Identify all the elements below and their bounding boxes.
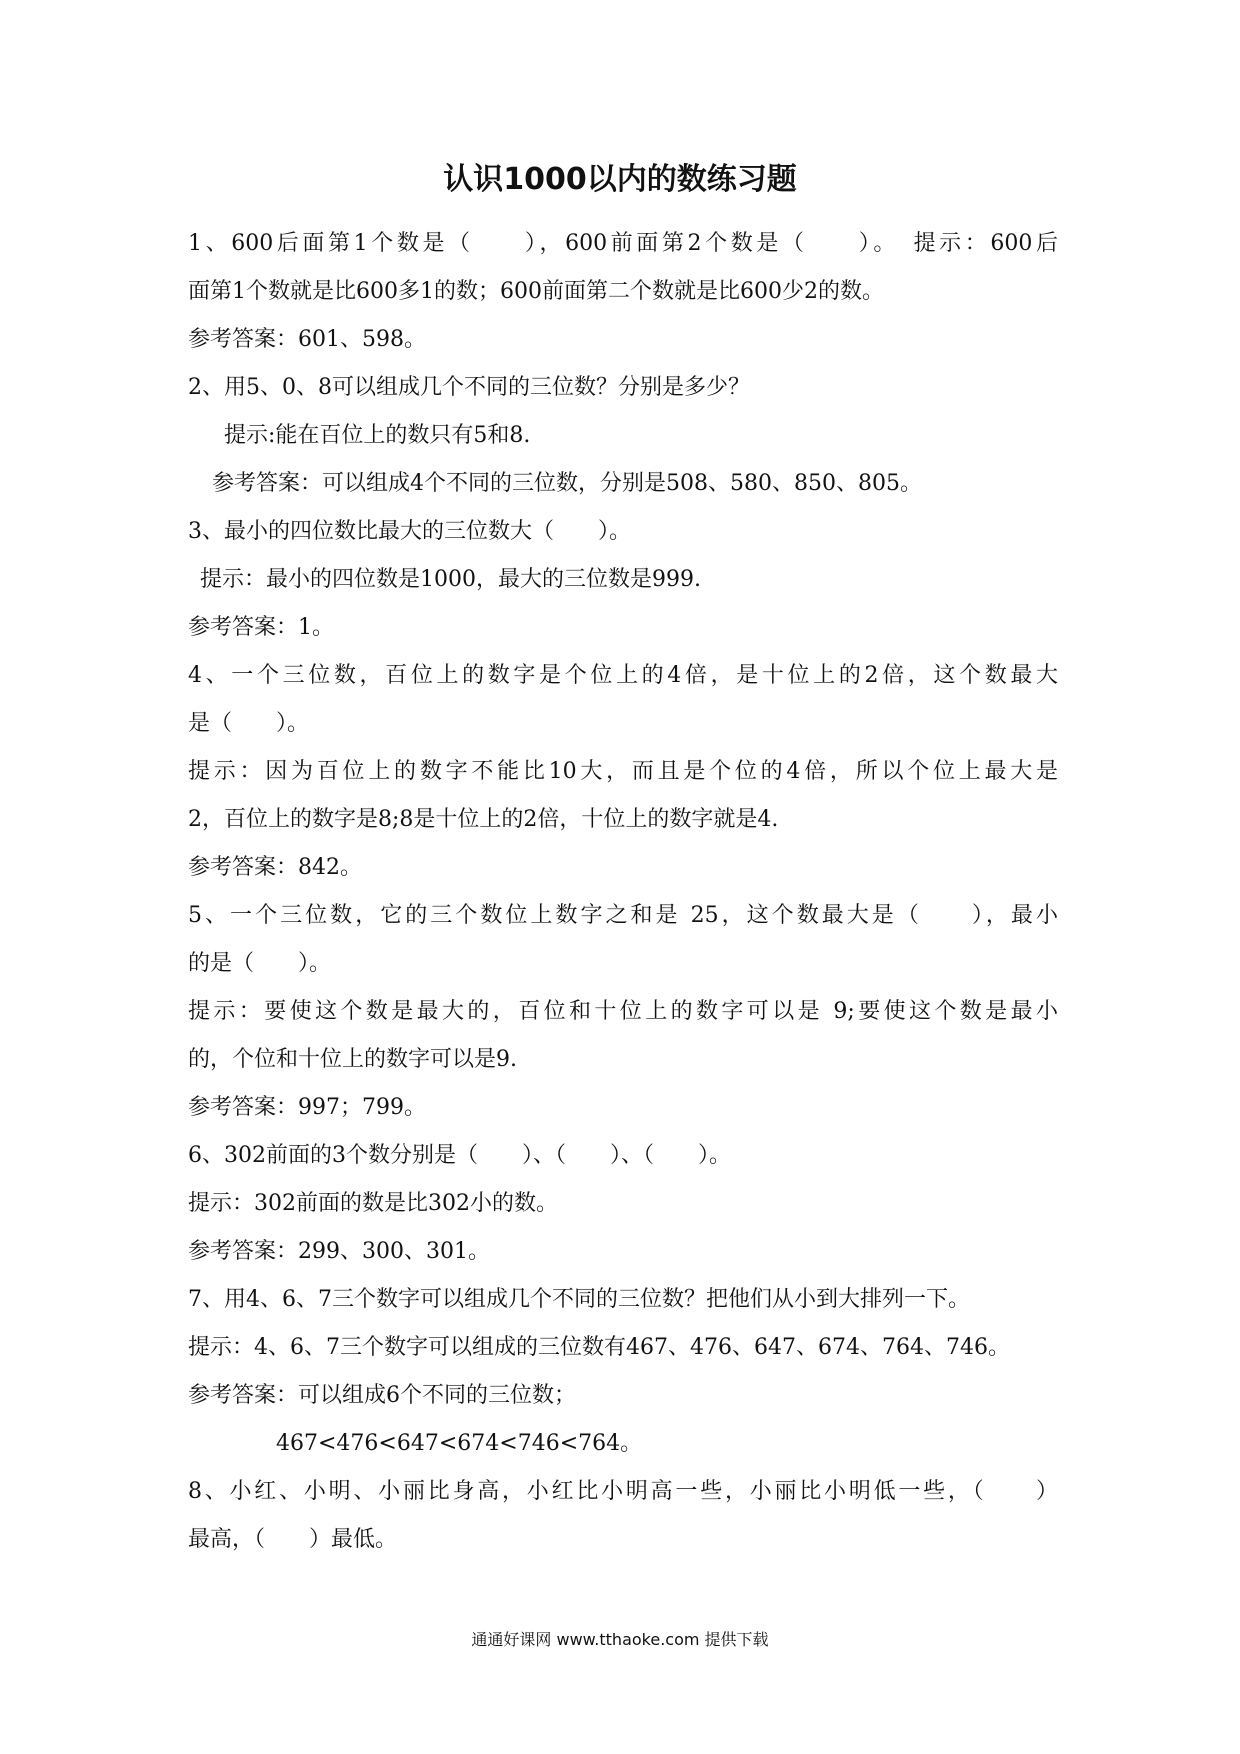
q7-question: 7、用4、6、7三个数字可以组成几个不同的三位数？把他们从小到大排列一下。 — [188, 1287, 970, 1312]
q5-hint-line-1: 提示：要使这个数是最大的，百位和十位上的数字可以是 9;要使这个数是最小 — [188, 999, 1058, 1024]
q5-hint-line-2: 的，个位和十位上的数字可以是9. — [188, 1047, 517, 1072]
q5-answer: 参考答案：997；799。 — [188, 1095, 426, 1120]
q1-line-1: 1、600后面第1个数是（ ），600前面第2个数是（ ）。 提示：600后 — [188, 231, 1058, 256]
q3-question: 3、最小的四位数比最大的三位数大（ ）。 — [188, 519, 631, 544]
q4-answer: 参考答案：842。 — [188, 855, 362, 880]
q2-answer: 参考答案：可以组成4个不同的三位数，分别是508、580、850、805。 — [212, 471, 922, 496]
q7-hint: 提示：4、6、7三个数字可以组成的三位数有467、476、647、674、764、746。 — [188, 1335, 1010, 1360]
exercise-content — [188, 220, 1058, 1564]
q6-question: 6、302前面的3个数分别是（ ）、（ ）、（ ）。 — [188, 1143, 731, 1168]
q2-hint: 提示:能在百位上的数只有5和8. — [224, 423, 531, 448]
q1-hint-line: 面第1个数就是比600多1的数；600前面第二个数就是比600少2的数。 — [188, 279, 884, 304]
q4-question-line-1: 4、一个三位数，百位上的数字是个位上的4倍，是十位上的2倍，这个数最大 — [188, 663, 1058, 688]
q5-question-line-2: 的是（ ）。 — [188, 951, 332, 976]
q7-answer-ordering: 467<476<647<674<746<764。 — [276, 1431, 643, 1456]
page-footer: 通通好课网 www.tthaoke.com 提供下载 — [471, 1630, 769, 1649]
page-title: 认识1000以内的数练习题 — [443, 162, 797, 197]
q8-question-line-1: 8、小红、小明、小丽比身高，小红比小明高一些，小丽比小明低一些，（ ） — [188, 1479, 1058, 1504]
q3-answer: 参考答案：1。 — [188, 615, 334, 640]
q8-question-line-2: 最高，（ ）最低。 — [188, 1527, 398, 1552]
q4-question-line-2: 是（ ）。 — [188, 711, 310, 736]
q4-hint-line-2: 2，百位上的数字是8;8是十位上的2倍，十位上的数字就是4. — [188, 807, 779, 832]
q7-answer: 参考答案：可以组成6个不同的三位数； — [188, 1383, 576, 1408]
q6-answer: 参考答案：299、300、301。 — [188, 1239, 490, 1264]
q4-hint-line-1: 提示：因为百位上的数字不能比10大，而且是个位的4倍，所以个位上最大是 — [188, 759, 1058, 784]
q2-question: 2、用5、0、8可以组成几个不同的三位数？分别是多少？ — [188, 375, 750, 400]
q5-question-line-1: 5、一个三位数，它的三个数位上数字之和是 25，这个数最大是（ ），最小 — [188, 903, 1058, 928]
q6-hint: 提示：302前面的数是比302小的数。 — [188, 1191, 558, 1216]
q3-hint: 提示：最小的四位数是1000，最大的三位数是999. — [200, 567, 701, 592]
q1-answer: 参考答案：601、598。 — [188, 327, 426, 352]
